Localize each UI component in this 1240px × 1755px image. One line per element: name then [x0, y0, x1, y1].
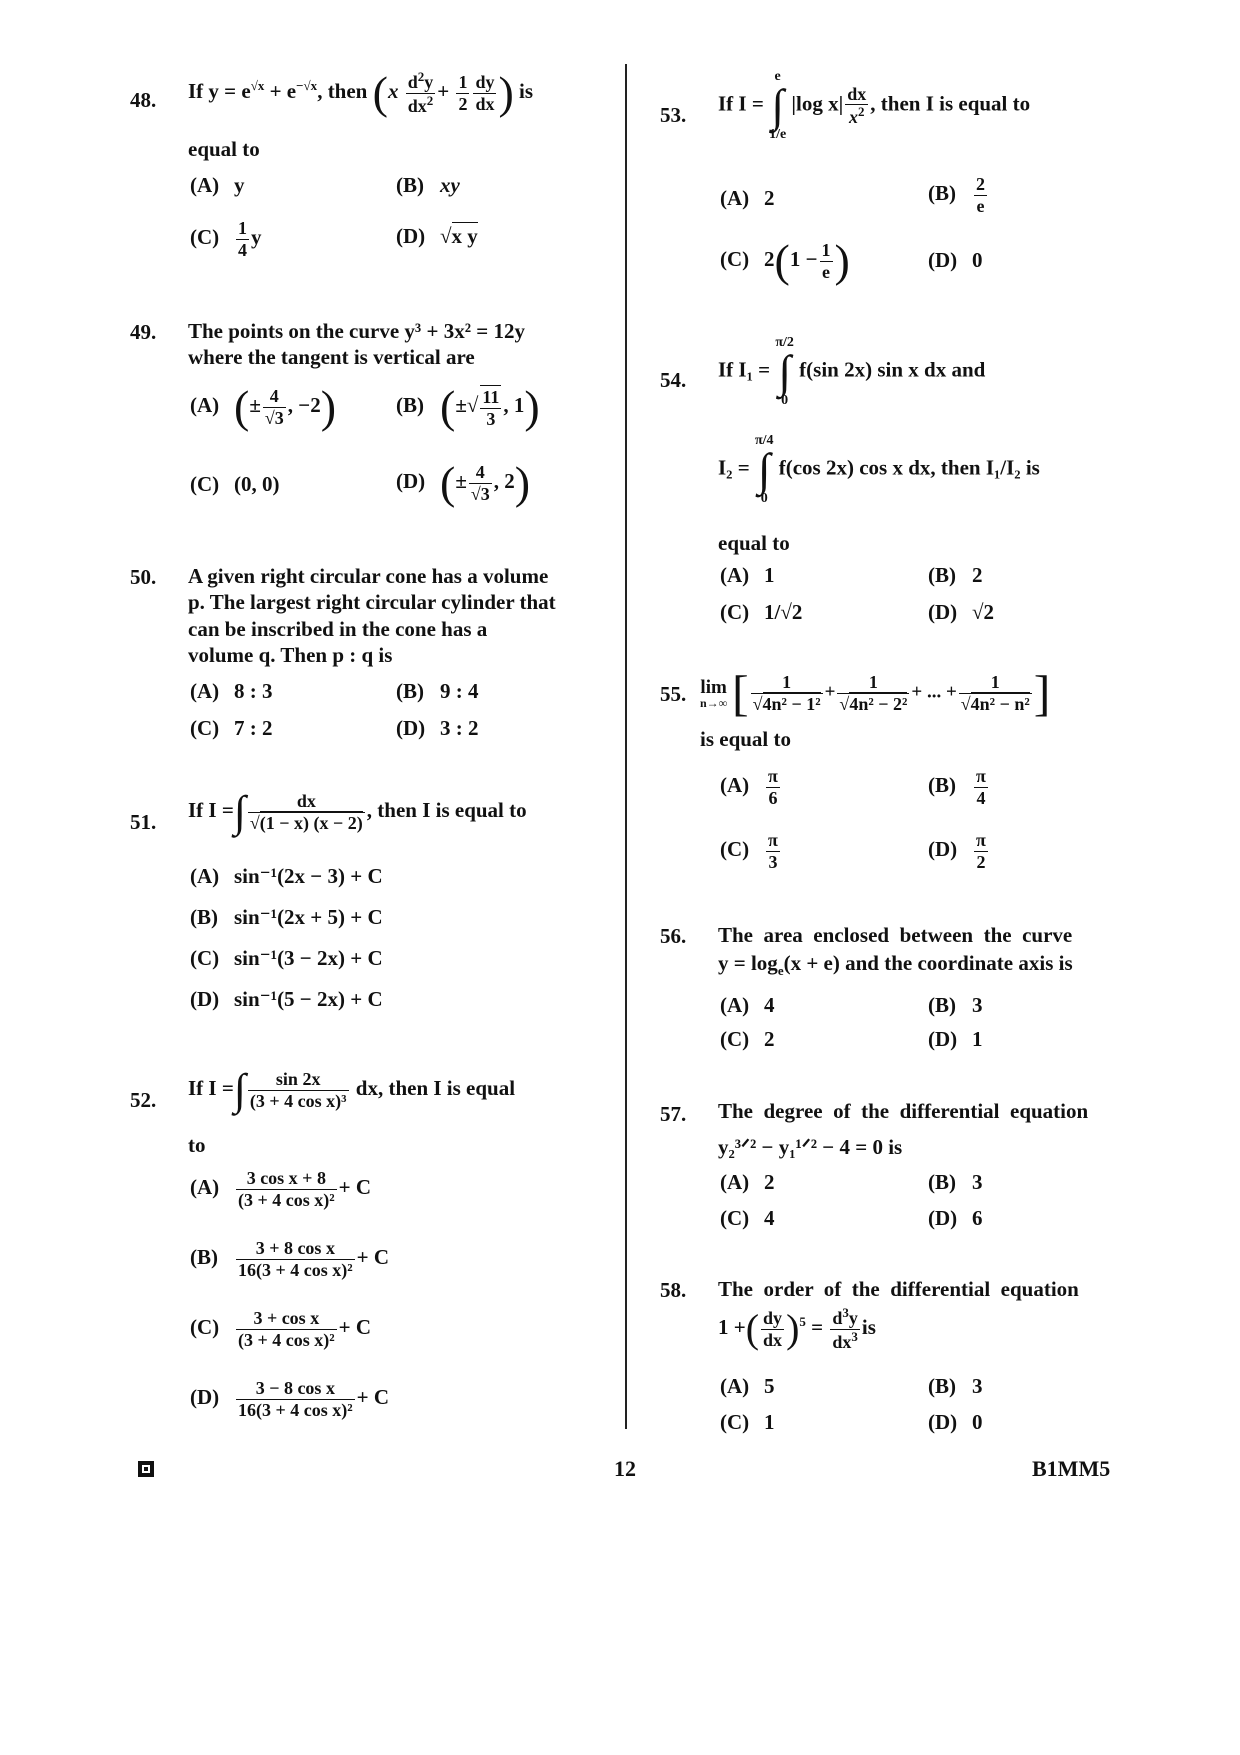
q48-option-b-value: xy: [440, 173, 460, 197]
q55-option-c-num: π: [768, 830, 778, 850]
q58-option-d-value: 0: [972, 1410, 983, 1434]
q55-option-b-num: π: [976, 766, 986, 786]
q53-stem: [718, 70, 1030, 142]
q58-option-a[interactable]: [720, 1374, 775, 1399]
q52-option-d[interactable]: [190, 1378, 389, 1420]
q50-option-a-value: 8 : 3: [234, 679, 273, 703]
q54-integral-1: π/2 ∫ 0: [775, 335, 794, 408]
q53-integral: e ∫ 1/e: [769, 69, 787, 142]
q57-option-c-value: 4: [764, 1206, 775, 1230]
footer-square-icon: [138, 1461, 154, 1477]
q56-option-b[interactable]: [928, 993, 983, 1018]
q58-option-c[interactable]: [720, 1410, 775, 1435]
q54-option-a[interactable]: [720, 563, 775, 588]
q56-text2: y = log: [718, 951, 778, 975]
q52-option-a-const: + C: [338, 1175, 372, 1199]
q53-lower-limit: 1/e: [769, 126, 787, 142]
q48-option-c-value: y: [251, 225, 262, 249]
q54-option-a-value: 1: [764, 563, 775, 587]
q52-frac-den: (3 + 4 cos x)³: [249, 1090, 347, 1111]
q54-option-c-label: (C): [720, 600, 750, 624]
q52-option-b-num: 3 + 8 cos x: [236, 1238, 355, 1260]
q55-option-b-label: (B): [928, 773, 956, 797]
q53-option-a-value: 2: [764, 186, 775, 210]
q51-integral-sign: ∫: [233, 787, 246, 836]
q51-option-b[interactable]: [190, 904, 383, 930]
q55-term-2: $\frac{1}{\text{√4n² − 2²}}$: [839, 671, 908, 714]
q56-option-d-value: 1: [972, 1027, 983, 1051]
q55-option-a-den: 6: [768, 787, 778, 808]
q58-option-b[interactable]: [928, 1374, 983, 1399]
q58-option-d[interactable]: [928, 1410, 983, 1435]
q58-stem: The order of the differential equation: [718, 1277, 1079, 1301]
q54-text-pre: If I₁ =: [718, 357, 771, 382]
q49-number: 49.: [130, 320, 157, 344]
q51-frac-den: (1 − x) (x − 2): [259, 812, 363, 833]
q48-paren-open: (: [372, 67, 388, 119]
q49-option-a[interactable]: (A) (± $\frac{4}{√3}$ , −2): [190, 381, 337, 432]
q55-limit-sub: n→∞: [700, 695, 728, 710]
q51-option-d-label: (D): [190, 987, 220, 1011]
q51-number: 51.: [130, 810, 157, 834]
q48-option-d-label: (D): [396, 224, 426, 248]
q49-stem-line2: where the tangent is vertical are: [188, 345, 475, 369]
q52-option-c-label: (C): [190, 1315, 220, 1339]
q48-option-a-value: y: [234, 173, 245, 197]
q54-number: 54.: [660, 368, 687, 392]
q54-lower-limit-1: 0: [781, 392, 789, 408]
q57-option-d-value: 6: [972, 1206, 983, 1230]
q48-frac-half: $\frac{1}{2}$: [458, 72, 468, 114]
q55-number: 55.: [660, 682, 687, 706]
q48-stem-line2: equal to: [188, 137, 260, 161]
q57-equation: y₂³ᐟ² − y₁¹ᐟ² − 4 = 0 is: [718, 1135, 903, 1159]
q52-option-b-label: (B): [190, 1245, 218, 1269]
q54-option-b-label: (B): [928, 563, 956, 587]
q58-option-d-label: (D): [928, 1410, 958, 1434]
q48-paren-close: ): [498, 67, 514, 119]
q54-option-b[interactable]: [928, 563, 983, 588]
q58-option-c-label: (C): [720, 1410, 750, 1434]
q53-number: 53.: [660, 103, 687, 127]
q55-option-c-label: (C): [720, 837, 750, 861]
q48-text-then: , then: [317, 79, 368, 103]
q52-text-post: dx, then I is equal: [350, 1075, 516, 1100]
q56-sub: e: [777, 963, 784, 979]
q56-option-d[interactable]: [928, 1027, 983, 1052]
q57-option-a[interactable]: [720, 1170, 775, 1195]
q52-stem-line2: to: [188, 1133, 206, 1157]
q55-option-d[interactable]: [928, 830, 990, 872]
q51-option-c-label: (C): [190, 946, 220, 970]
q55-option-b[interactable]: [928, 766, 990, 808]
q52-option-b[interactable]: [190, 1238, 389, 1280]
q51-frac: $\frac{dx}{√(1 - x) (x - 2)}$: [249, 790, 363, 833]
q52-option-c[interactable]: [190, 1308, 371, 1350]
q49-option-c-label: (C): [190, 472, 220, 496]
q48-option-b-label: (B): [396, 173, 424, 197]
q54-stem: [718, 336, 985, 408]
q49-option-a-label: (A): [190, 392, 220, 417]
q48-text-is: is: [519, 79, 534, 103]
q49-stem: The points on the curve y³ + 3x² = 12y: [188, 319, 525, 343]
q58-option-c-value: 1: [764, 1410, 775, 1434]
q55-stem: lim n→∞ [ $\frac{1}{\text{√4n² − 1²}}$ + $\frac{1}{\text{√4n² − 2²}}$ + ... + $\frac{1}{\text{√4n² − n²}}$ ]: [700, 665, 1051, 721]
q52-integral-sign: ∫: [233, 1065, 246, 1114]
q54-option-a-label: (A): [720, 563, 750, 587]
q48-frac-dy: $\frac{dy}{dx}$: [475, 72, 495, 114]
q52-option-a-label: (A): [190, 1175, 220, 1199]
q58-equation: 1 +( $\frac{dy}{dx}$ )$^5$ = $\frac{d^3y}{dx^3}$ is: [718, 1305, 876, 1352]
q51-option-a-label: (A): [190, 864, 220, 888]
q51-option-b-label: (B): [190, 905, 218, 929]
q48-frac-d2y: $\frac{d^2y}{dx^2}$: [407, 69, 434, 116]
q52-option-d-const: + C: [356, 1385, 390, 1409]
q55-option-d-label: (D): [928, 837, 958, 861]
q52-option-b-den: 16(3 + 4 cos x)²: [238, 1259, 353, 1280]
q49-option-d[interactable]: (D) (± $\frac{4}{√3}$ , 2): [396, 457, 531, 508]
q57-option-b-value: 3: [972, 1170, 983, 1194]
q52-stem: [188, 1065, 516, 1114]
q49-option-b[interactable]: (B) (±√ $\frac{11}{3}$ , 1): [396, 381, 540, 432]
q48-option-d-value: x y: [451, 224, 478, 248]
q56-option-a-value: 4: [764, 993, 775, 1017]
q55-stem-line2: is equal to: [700, 727, 792, 751]
q54-body-2: f(cos 2x) cos x dx, then I₁/I₂ is: [778, 455, 1040, 480]
q52-option-a-den: (3 + 4 cos x)²: [238, 1189, 335, 1210]
q48-text-mid: + e: [264, 79, 297, 103]
q52-option-d-label: (D): [190, 1385, 220, 1409]
q51-option-c-value: sin⁻¹(3 − 2x) + C: [234, 946, 383, 970]
q52-frac-num: sin 2x: [248, 1069, 349, 1091]
q49-option-c[interactable]: [190, 472, 280, 497]
q55-limit-text: lim: [700, 676, 727, 698]
q53-option-a-label: (A): [720, 186, 750, 210]
q50-line-3: can be inscribed in the cone has a: [188, 616, 488, 641]
q57-number: 57.: [660, 1102, 687, 1126]
q50-option-b[interactable]: [396, 679, 479, 704]
q50-option-d[interactable]: [396, 716, 479, 741]
q56-stem: The area enclosed between the curve: [718, 923, 1073, 947]
q50-option-c-value: 7 : 2: [234, 716, 273, 740]
q50-option-b-value: 9 : 4: [440, 679, 479, 703]
q55-option-c-den: 3: [768, 851, 778, 872]
q53-option-d-label: (D): [928, 248, 958, 272]
q55-term-3-num: 1: [959, 672, 1032, 694]
q53-option-b-label: (B): [928, 181, 956, 205]
q54-option-d-value: √2: [972, 600, 995, 624]
q54-option-c[interactable]: [720, 600, 802, 625]
q51-text-post: , then I is equal to: [366, 797, 527, 822]
q53-option-b[interactable]: (B) $\frac{2}{e}$: [928, 174, 985, 216]
q57-stem: The degree of the differential equation: [718, 1099, 1089, 1123]
q57-option-c[interactable]: [720, 1206, 775, 1231]
q56-option-c[interactable]: [720, 1027, 775, 1052]
q55-bracket-open: [: [731, 665, 749, 721]
q53-option-d[interactable]: [928, 248, 983, 273]
q51-option-d-value: sin⁻¹(5 − 2x) + C: [234, 987, 383, 1011]
q54-option-b-value: 2: [972, 563, 983, 587]
q58-option-b-label: (B): [928, 1374, 956, 1398]
q56-text2b: (x + e) and the coordinate axis is: [783, 951, 1073, 975]
q54-upper-limit-2: π/4: [754, 433, 774, 448]
q54-stem-line3: equal to: [718, 531, 790, 555]
q51-option-a[interactable]: [190, 863, 383, 889]
q48-option-a[interactable]: [190, 173, 245, 198]
q51-option-d[interactable]: [190, 986, 383, 1012]
q52-option-c-den: (3 + 4 cos x)²: [238, 1329, 335, 1350]
q55-option-a-num: π: [768, 766, 778, 786]
q50-option-b-label: (B): [396, 679, 424, 703]
q55-option-c[interactable]: [720, 830, 782, 872]
q56-option-d-label: (D): [928, 1027, 958, 1051]
q57-option-c-label: (C): [720, 1206, 750, 1230]
q52-option-a-num: 3 cos x + 8: [236, 1168, 337, 1190]
q54-upper-limit-1: π/2: [775, 335, 794, 350]
q50-option-a-label: (A): [190, 679, 220, 703]
column-divider: [625, 64, 627, 1429]
q48-option-c-frac: $\frac{1}{4}$: [238, 218, 247, 260]
q50-line-1: A given right circular cone has a volume: [188, 564, 549, 588]
q53-upper-limit: e: [774, 69, 781, 84]
q57-option-a-label: (A): [720, 1170, 750, 1194]
q53-body: |log x|: [791, 91, 844, 116]
q52-text-pre: If I =: [188, 1075, 234, 1100]
q55-term-2-den: 4n² − 2²: [849, 693, 908, 714]
q58-text-post: is: [861, 1315, 876, 1339]
q52-option-d-den: 16(3 + 4 cos x)²: [238, 1399, 353, 1420]
q58-option-a-value: 5: [764, 1374, 775, 1398]
q55-limit: [700, 678, 727, 709]
q57-option-a-value: 2: [764, 1170, 775, 1194]
q56-option-b-label: (B): [928, 993, 956, 1017]
q55-term-2-num: 1: [837, 672, 909, 694]
q56-number: 56.: [660, 924, 687, 948]
q48-option-c-label: (C): [190, 225, 220, 249]
q50-option-c-label: (C): [190, 716, 220, 740]
q55-option-d-den: 2: [976, 851, 986, 872]
q48-text-pre: If y = e: [188, 79, 251, 103]
q52-number: 52.: [130, 1088, 157, 1112]
q58-option-a-label: (A): [720, 1374, 750, 1398]
q48-exp1: √x: [250, 78, 265, 93]
q55-option-a[interactable]: [720, 766, 782, 808]
q54-option-d-label: (D): [928, 600, 958, 624]
q51-stem: [188, 787, 527, 836]
q53-option-d-value: 0: [972, 248, 983, 272]
q57-option-b-label: (B): [928, 1170, 956, 1194]
q48-exp2: −√x: [296, 78, 318, 93]
q54-body-1: f(sin 2x) sin x dx and: [799, 357, 986, 382]
q56-option-a-label: (A): [720, 993, 750, 1017]
q55-dots: + ... +: [911, 681, 957, 703]
q57-option-b[interactable]: [928, 1170, 983, 1195]
q55-option-d-num: π: [976, 830, 986, 850]
q52-option-c-num: 3 + cos x: [236, 1308, 337, 1330]
q50-option-c[interactable]: [190, 716, 273, 741]
q53-option-a[interactable]: [720, 186, 775, 211]
booklet-code: B1MM5: [1032, 1456, 1111, 1481]
q48-stem: If $y = e^{√x} + e^{-√x}$, then (x $\frac{d^2y}{dx^2}$ + $\frac{1}{2}$ $\frac{dy}{dx}$ ) is: [188, 67, 534, 119]
q58-number: 58.: [660, 1278, 687, 1302]
q55-term-1-den: 4n² − 1²: [762, 693, 821, 714]
q48-option-b[interactable]: [396, 173, 460, 198]
q55-term-1-num: 1: [751, 672, 823, 694]
q51-option-a-value: sin⁻¹(2x − 3) + C: [234, 864, 383, 888]
q53-option-c-label: (C): [720, 246, 750, 271]
q51-frac-num: dx: [248, 791, 365, 813]
q48-number: 48.: [130, 88, 157, 112]
q50-stem: [188, 563, 568, 668]
q49-option-b-label: (B): [396, 392, 424, 417]
q50-option-a[interactable]: [190, 679, 273, 704]
q54-option-c-value: 1/√2: [764, 600, 803, 624]
q53-text-post: , then I is equal to: [870, 91, 1031, 116]
q55-term-1: $\frac{1}{\text{√4n² − 1²}}$: [752, 671, 821, 714]
q53-option-c[interactable]: (C) 2(1 − $\frac{1}{e}$ ): [720, 235, 850, 286]
q56-option-a[interactable]: [720, 993, 775, 1018]
q57-option-d-label: (D): [928, 1206, 958, 1230]
q48-option-c[interactable]: [190, 218, 262, 260]
q53-text-pre: If I =: [718, 91, 764, 116]
q54-text-pre2: I₂ =: [718, 455, 750, 480]
q52-option-b-const: + C: [356, 1245, 390, 1269]
q51-option-c[interactable]: [190, 945, 383, 971]
q50-option-d-label: (D): [396, 716, 426, 740]
q49-option-d-label: (D): [396, 468, 426, 493]
q54-stem-line2: [718, 434, 1040, 506]
q50-line-4: volume q. Then p : q is: [188, 642, 393, 667]
q50-line-2: p. The largest right circular cylinder that: [188, 590, 556, 615]
q56-stem-line2: [718, 950, 1073, 979]
q58-option-b-value: 3: [972, 1374, 983, 1398]
q49-option-c-value: (0, 0): [234, 472, 280, 496]
q51-text-pre: If I =: [188, 797, 234, 822]
q55-option-b-den: 4: [976, 787, 986, 808]
q51-option-b-value: sin⁻¹(2x + 5) + C: [234, 905, 383, 929]
q56-option-c-value: 2: [764, 1027, 775, 1051]
q53-frac: $\frac{dx}{x^2}$: [847, 83, 867, 128]
q50-number: 50.: [130, 565, 157, 589]
q57-option-d[interactable]: [928, 1206, 983, 1231]
q56-option-b-value: 3: [972, 993, 983, 1017]
q52-frac: [248, 1069, 349, 1111]
q55-term-3: $\frac{1}{\text{√4n² − n²}}$: [960, 671, 1030, 714]
q54-integral-2: π/4 ∫ 0: [754, 433, 774, 506]
page-number: 12: [614, 1456, 636, 1481]
q52-option-c-const: + C: [338, 1315, 372, 1339]
q48-option-a-label: (A): [190, 173, 220, 197]
q56-option-c-label: (C): [720, 1027, 750, 1051]
q55-bracket-close: ]: [1033, 665, 1051, 721]
q48-option-d[interactable]: (D) √x y: [396, 224, 478, 248]
q55-option-a-label: (A): [720, 773, 750, 797]
q54-option-d[interactable]: [928, 600, 994, 625]
q54-lower-limit-2: 0: [760, 490, 768, 506]
q52-option-a[interactable]: [190, 1168, 371, 1210]
q52-option-d-num: 3 − 8 cos x: [236, 1378, 355, 1400]
q55-term-3-den: 4n² − n²: [970, 693, 1030, 714]
q50-option-d-value: 3 : 2: [440, 716, 479, 740]
